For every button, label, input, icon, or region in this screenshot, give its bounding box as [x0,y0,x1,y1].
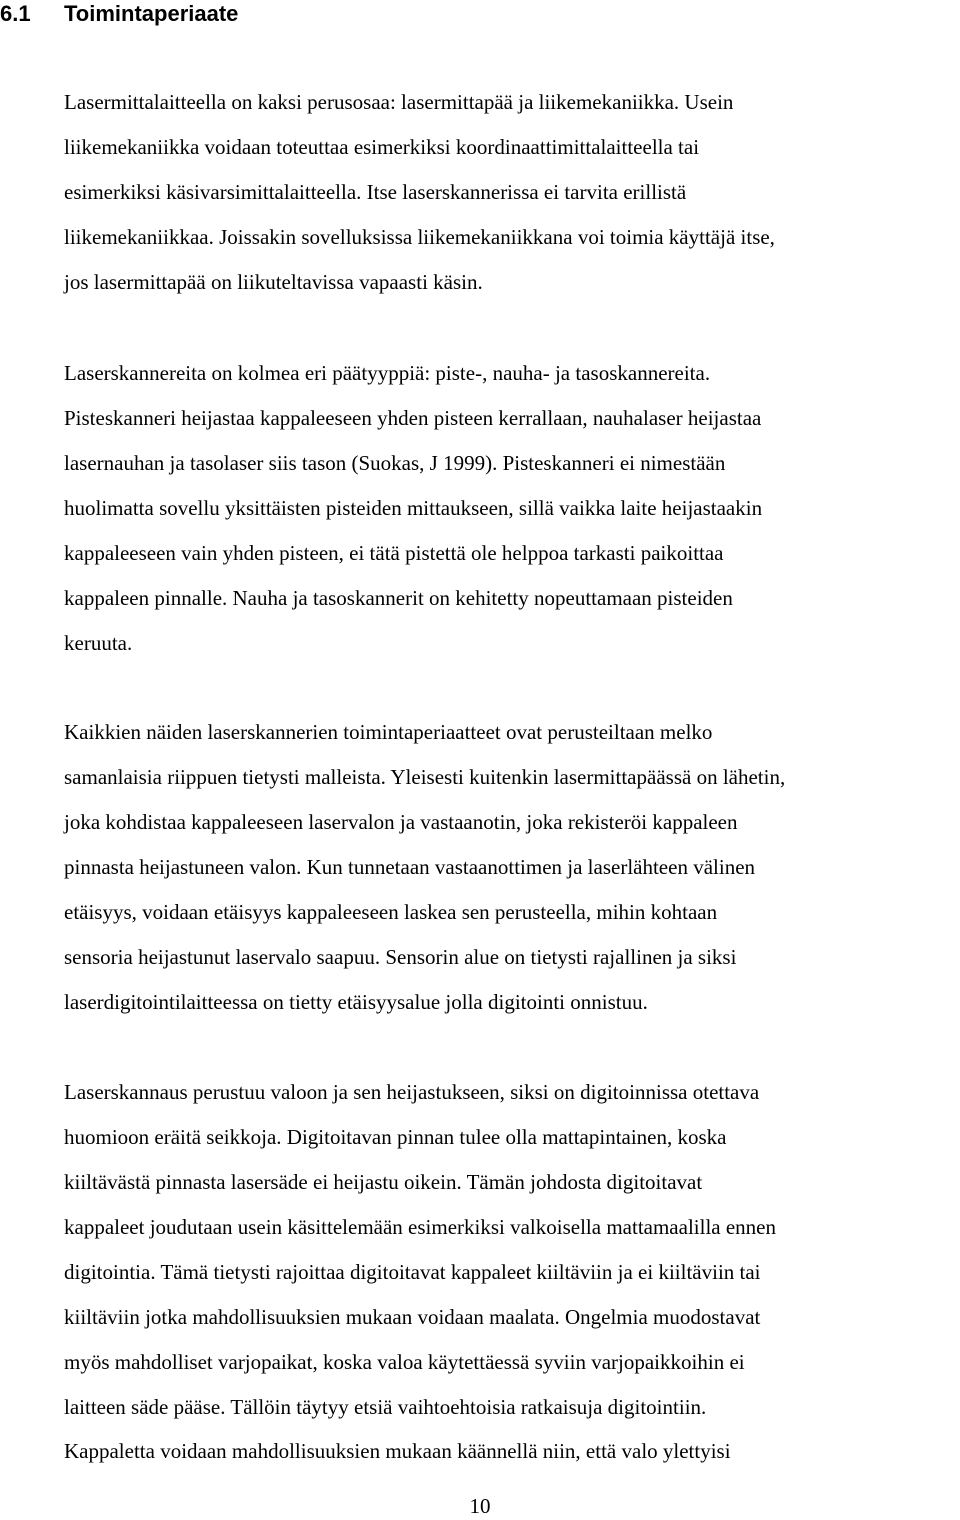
text-line: Laserskannaus perustuu valoon ja sen heijastukseen, siksi on digitoinnissa otettava [64,1080,760,1104]
text-line: samanlaisia riippuen tietysti malleista. Yleisesti kuitenkin lasermittapäässä on lähetin, [64,765,786,789]
text-line: myös mahdolliset varjopaikat, koska valoa käytettäessä syviin varjopaikkoihin ei [64,1350,745,1374]
text-line: Lasermittalaitteella on kaksi perusosaa: lasermittapää ja liikemekaniikka. Usein [64,90,734,114]
text-line: digitointia. Tämä tietysti rajoittaa digitoitavat kappaleet kiiltäviin ja ei kiiltäviin tai [64,1260,761,1284]
text-line: kiiltävästä pinnasta lasersäde ei heijastu oikein. Tämän johdosta digitoitavat [64,1170,703,1194]
text-line: esimerkiksi käsivarsimittalaitteella. Itse laserskannerissa ei tarvita erillistä [64,180,687,204]
text-line: lasernauhan ja tasolaser siis tason (Suokas, J 1999). Pisteskanneri ei nimestään [64,451,726,475]
text-line: pinnasta heijastuneen valon. Kun tunnetaan vastaanottimen ja laserlähteen välinen [64,855,756,879]
text-line: kiiltäviin jotka mahdollisuuksien mukaan voidaan maalata. Ongelmia muodostavat [64,1305,761,1329]
page-number: 10 [469,1494,491,1518]
text-line: keruuta. [64,631,133,655]
text-line: etäisyys, voidaan etäisyys kappaleeseen laskea sen perusteella, mihin kohtaan [64,900,718,924]
text-line: Pisteskanneri heijastaa kappaleeseen yhden pisteen kerrallaan, nauhalaser heijastaa [64,406,762,430]
text-line: liikemekaniikka voidaan toteuttaa esimerkiksi koordinaattimittalaitteella tai [64,135,700,159]
text-line: huomioon eräitä seikkoja. Digitoitavan pinnan tulee olla mattapintainen, koska [64,1125,727,1149]
text-line: liikemekaniikkaa. Joissakin sovelluksissa liikemekaniikkana voi toimia käyttäjä itse, [64,225,775,249]
section-heading [0,0,238,28]
text-line: Laserskannereita on kolmea eri päätyyppiä: piste-, nauha- ja tasoskannereita. [64,361,711,385]
text-line: sensoria heijastunut laservalo saapuu. Sensorin alue on tietysti rajallinen ja siksi [64,945,737,969]
text-line: jos lasermittapää on liikuteltavissa vapaasti käsin. [64,270,483,294]
text-line: huolimatta sovellu yksittäisten pisteiden mittaukseen, sillä vaikka laite heijastaakin [64,496,763,520]
section-number: 6.1 [0,1,31,26]
text-line: kappaleet joudutaan usein käsittelemään esimerkiksi valkoisella mattamaalilla ennen [64,1215,777,1239]
text-line: joka kohdistaa kappaleeseen laservalon ja vastaanotin, joka rekisteröi kappaleen [64,810,738,834]
section-title: Toimintaperiaate [64,1,239,26]
text-line: Kaikkien näiden laserskannerien toimintaperiaatteet ovat perusteiltaan melko [64,720,713,744]
text-line: Kappaletta voidaan mahdollisuuksien mukaan käännellä niin, että valo ylettyisi [64,1439,731,1463]
text-line: laserdigitointilaitteessa on tietty etäisyysalue jolla digitointi onnistuu. [64,990,648,1014]
text-line: laitteen säde pääse. Tällöin täytyy etsiä vaihtoehtoisia ratkaisuja digitointiin. [64,1395,707,1419]
text-line: kappaleeseen vain yhden pisteen, ei tätä pistettä ole helppoa tarkasti paikoittaa [64,541,724,565]
text-line: kappaleen pinnalle. Nauha ja tasoskannerit on kehitetty nopeuttamaan pisteiden [64,586,733,610]
